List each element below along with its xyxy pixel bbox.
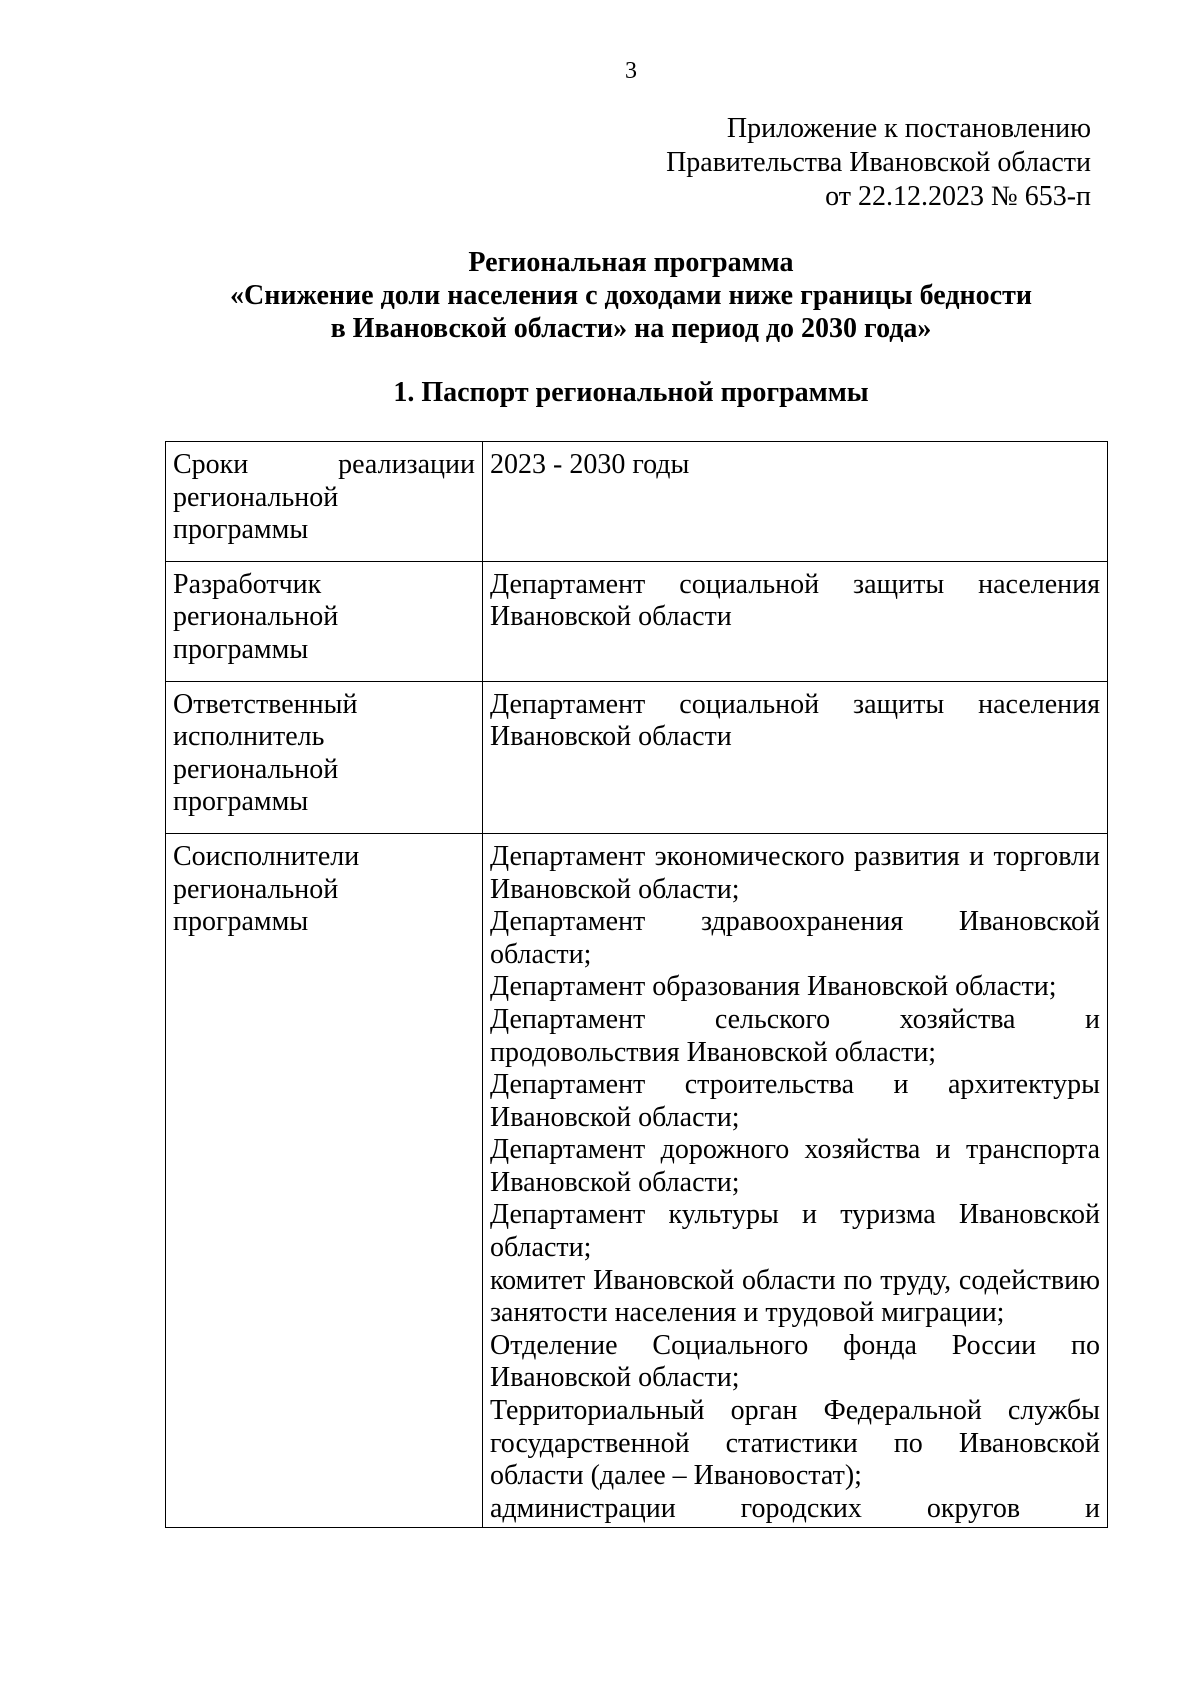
value-item: администрации городских округов и <box>490 1492 1100 1524</box>
label-line: региональной программы <box>173 873 339 938</box>
row-label <box>166 681 483 833</box>
value-item: Департамент образования Ивановской области; <box>490 971 1057 1003</box>
label-line: региональной программы <box>173 481 339 546</box>
value-item: Департамент экономического развития и торговли Ивановской области; <box>490 840 1100 905</box>
approval-line: Приложение к постановлению <box>726 113 1091 144</box>
value-text: Департамент социальной защиты населения Ивановской области <box>490 688 1100 753</box>
value-item: Департамент здравоохранения Ивановской области; <box>490 906 1100 970</box>
row-value <box>483 833 1108 1527</box>
table-row <box>166 442 1108 562</box>
label-line: региональной программы <box>173 601 339 665</box>
value-item: Департамент дорожного хозяйства и транспорта Ивановской области; <box>490 1134 1100 1198</box>
title-line: в Ивановской области» на период до 2030 года» <box>330 313 932 344</box>
row-label <box>166 561 483 681</box>
value-item: Департамент культуры и туризма Ивановской области; <box>490 1199 1100 1264</box>
row-value <box>483 442 1108 562</box>
document-title <box>0 246 1200 345</box>
table-row <box>166 681 1108 833</box>
section-title: 1. Паспорт региональной программы <box>393 377 869 408</box>
row-label <box>166 442 483 562</box>
label-line: исполнитель региональной программы <box>173 721 339 818</box>
approval-line: Правительства Ивановской области <box>666 147 1091 178</box>
table-row <box>166 833 1108 1527</box>
row-value <box>483 681 1108 833</box>
value-item: Отделение Социального фонда России по Ивановской области; <box>490 1329 1100 1394</box>
value-text: Департамент социальной защиты населения Ивановской области <box>490 568 1100 633</box>
title-line: Региональная программа <box>468 247 794 278</box>
title-line: «Снижение доли населения с доходами ниже границы бедности <box>230 280 1032 311</box>
value-item: Департамент строительства и архитектуры Ивановской области; <box>490 1069 1100 1133</box>
approval-block <box>666 112 1091 214</box>
label-line: Ответственный <box>173 688 358 720</box>
value-item: Территориальный орган Федеральной службы государственной статистики по Ивановской области (далее – Ивановостат); <box>490 1395 1100 1492</box>
passport-table <box>165 441 1108 1528</box>
value-item: комитет Ивановской области по труду, содействию занятости населения и трудовой миграции; <box>490 1264 1100 1329</box>
page-number: 3 <box>625 58 637 84</box>
value-text: 2023 - 2030 годы <box>490 449 690 480</box>
label-line: Сроки реализации <box>173 449 475 480</box>
table-row <box>166 561 1108 681</box>
row-value <box>483 561 1108 681</box>
approval-line: от 22.12.2023 № 653-п <box>825 181 1091 212</box>
value-item: Департамент сельского хозяйства и продовольствия Ивановской области; <box>490 1003 1100 1068</box>
label-line: Разработчик <box>173 568 322 600</box>
row-label <box>166 833 483 1527</box>
label-line: Соисполнители <box>173 840 360 872</box>
